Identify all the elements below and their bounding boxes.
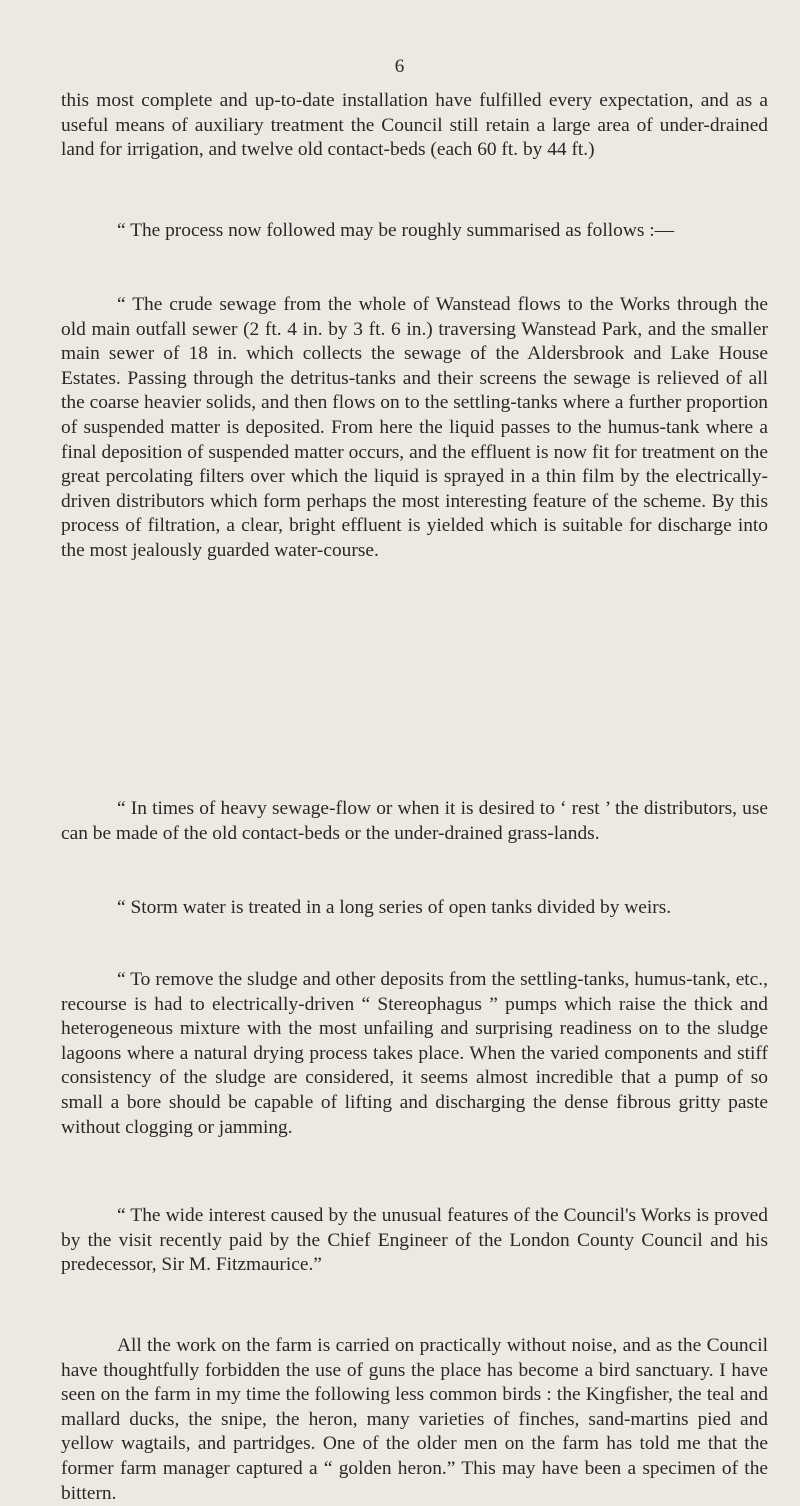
- paragraph-text: this most complete and up-to-date installation have fulfilled every expectation, and as a useful means of auxiliary treatment the Council still retain a large area of under-drained land for irrigation, and twelve old contact-beds (each 60 ft. by 44 ft.): [61, 90, 768, 161]
- paragraph-text: “ The process now followed may be roughly summarised as follows :—: [117, 220, 675, 241]
- paragraph-text: All the work on the farm is carried on practically without noise, and as the Council have thoughtfully forbidden the use of guns the place has become a bird sanctuary. I have seen on the farm in my time the following less common birds : the Kingfisher, the teal and mallard ducks, the snipe, the heron, many varieties of finches, sand-martins pied and yellow wagtails, and partridges. One of the older men on the farm has told me that the former farm manager captured a “ golden heron.” This may have been a specimen of the bittern.: [61, 1335, 768, 1504]
- paragraph-text: “ To remove the sludge and other deposits from the settling-tanks, humus-tank, etc., recourse is had to electrically-driven “ Stereophagus ” pumps which raise the thick and heterogeneous mixture with the most unfailing and surprising readiness on to the sludge lagoons where a natural drying process takes place. When the varied components and stiff consistency of the sludge are considered, it seems almost incredible that a pump of so small a bore should be capable of lifting and discharging the dense fibrous gritty paste without clogging or jamming.: [61, 969, 768, 1138]
- paragraph-text: “ The wide interest caused by the unusual features of the Council's Works is proved by the visit recently paid by the Chief Engineer of the London County Council and his predecessor, Sir M. Fitzmaurice.”: [61, 1205, 768, 1276]
- paragraph-text: “ In times of heavy sewage-flow or when it is desired to ‘ rest ’ the distributors, use can be made of the old contact-beds or the under-drained grass-lands.: [61, 798, 768, 844]
- paragraph-continuation: [61, 89, 768, 163]
- paragraph-wide-interest: [61, 1204, 768, 1278]
- paragraph-storm-water: [61, 896, 768, 921]
- paragraph-text: “ The crude sewage from the whole of Wanstead flows to the Works through the old main outfall sewer (2 ft. 4 in. by 3 ft. 6 in.) traversing Wanstead Park, and the smaller main sewer of 18 in. which collects the sewage of the Aldersbrook and Lake House Estates. Passing through the detritus-tanks and their screens the sewage is relieved of all the coarse heavier solids, and then flows on to the settling-tanks where a further proportion of suspended matter is deposited. From here the liquid passes to the humus-tank where a final deposition of suspended matter occurs, and the effluent is now fit for treatment on the great percolating filters over which the liquid is sprayed in a thin film by the electrically-driven distributors which form perhaps the most interesting feature of the scheme. By this process of filtration, a clear, bright effluent is yielded which is suitable for discharge into the most jealously guarded water-course.: [61, 294, 768, 561]
- paragraph-process-intro: [61, 219, 768, 244]
- paragraph-crude-sewage: [61, 293, 768, 564]
- page-number: 6: [394, 56, 406, 77]
- paragraph-text: “ Storm water is treated in a long series of open tanks divided by weirs.: [117, 897, 672, 918]
- paragraph-bird-sanctuary: [61, 1334, 768, 1506]
- paragraph-heavy-flow: [61, 797, 768, 846]
- paragraph-sludge-removal: [61, 968, 768, 1140]
